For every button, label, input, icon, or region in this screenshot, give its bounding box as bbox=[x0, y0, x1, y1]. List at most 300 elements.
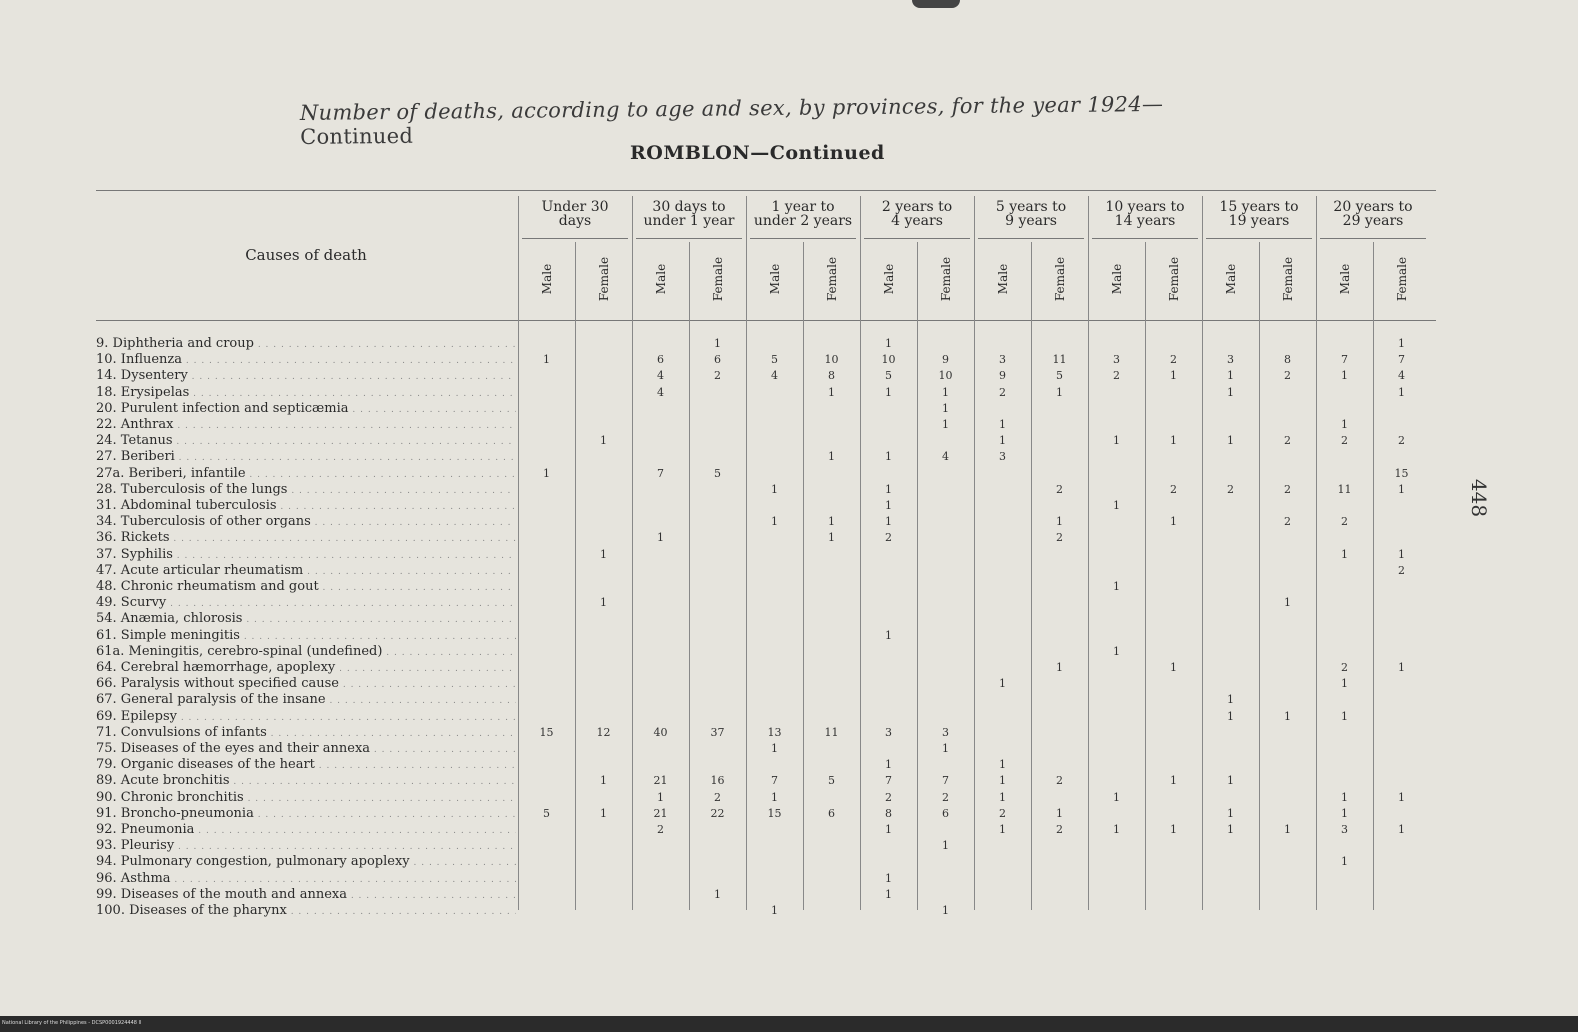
death-count-cell bbox=[1259, 579, 1316, 595]
death-count-cell bbox=[632, 692, 689, 708]
death-count-cell bbox=[1145, 709, 1202, 725]
table-row bbox=[96, 628, 1446, 644]
death-count-cell bbox=[860, 838, 917, 854]
death-count-cell: 1 bbox=[714, 337, 721, 350]
death-count-cell bbox=[974, 595, 1031, 611]
death-count-cell bbox=[575, 871, 632, 887]
death-count-cell: 2 bbox=[1284, 369, 1291, 383]
death-count-cell bbox=[1145, 887, 1202, 903]
death-count-cell bbox=[1145, 401, 1202, 417]
death-count-cell bbox=[803, 611, 860, 627]
death-count-cell bbox=[1031, 498, 1088, 514]
death-count-cell bbox=[746, 547, 803, 563]
death-count-cell: 1 bbox=[999, 774, 1006, 788]
cause-of-death: 37. Syphilis . . . bbox=[96, 547, 516, 563]
death-count-cell: 1 bbox=[828, 450, 835, 464]
age-group-line2: 19 years bbox=[1228, 213, 1290, 229]
death-count-cell: 1 bbox=[657, 790, 664, 804]
death-count-cell bbox=[860, 644, 917, 660]
death-count-cell bbox=[1145, 336, 1202, 352]
death-count-cell: 2 bbox=[1341, 661, 1348, 674]
death-count-cell bbox=[746, 595, 803, 611]
death-count-cell: 6 bbox=[828, 806, 835, 820]
death-count-cell bbox=[860, 466, 917, 482]
death-count-cell bbox=[518, 773, 575, 789]
death-count-cell bbox=[1202, 757, 1259, 773]
death-count-cell bbox=[803, 336, 860, 352]
death-count-cell bbox=[1145, 871, 1202, 887]
death-count-cell bbox=[1031, 417, 1088, 433]
death-count-cell bbox=[974, 854, 1031, 870]
death-count-cell bbox=[632, 336, 689, 352]
death-count-cell bbox=[1145, 725, 1202, 741]
age-group-line2: 29 years bbox=[1342, 213, 1404, 229]
table-row bbox=[96, 871, 1446, 887]
death-count-cell bbox=[1316, 579, 1373, 595]
death-count-cell bbox=[1088, 595, 1145, 611]
male-column-header: Male bbox=[1337, 263, 1352, 295]
age-group-rule bbox=[1092, 238, 1198, 239]
death-count-cell bbox=[1145, 838, 1202, 854]
death-count-cell: 1 bbox=[1113, 499, 1120, 512]
death-count-cell bbox=[1145, 611, 1202, 627]
death-count-cell bbox=[1088, 757, 1145, 773]
death-count-cell bbox=[803, 741, 860, 757]
death-count-cell: 1 bbox=[771, 904, 778, 917]
death-count-cell bbox=[1088, 660, 1145, 676]
death-count-cell: 3 bbox=[1113, 353, 1120, 367]
death-count-cell bbox=[917, 482, 974, 498]
death-count-cell: 1 bbox=[1284, 709, 1291, 723]
death-count-cell bbox=[803, 433, 860, 449]
death-count-cell bbox=[518, 401, 575, 417]
death-count-cell bbox=[1145, 579, 1202, 595]
death-count-cell: 1 bbox=[600, 547, 607, 561]
death-count-cell bbox=[575, 757, 632, 773]
death-count-cell bbox=[746, 854, 803, 870]
death-count-cell bbox=[1031, 449, 1088, 465]
death-count-cell: 1 bbox=[999, 434, 1006, 448]
death-count-cell bbox=[917, 563, 974, 579]
death-count-cell: 1 bbox=[1113, 580, 1120, 593]
death-count-cell: 1 bbox=[1227, 434, 1234, 448]
death-count-cell bbox=[518, 628, 575, 644]
death-count-cell: 1 bbox=[714, 887, 721, 901]
death-count-cell: 11 bbox=[1337, 482, 1352, 496]
table-row bbox=[96, 806, 1446, 822]
death-count-cell bbox=[1145, 741, 1202, 757]
death-count-cell: 1 bbox=[942, 401, 949, 415]
death-count-cell bbox=[575, 790, 632, 806]
table-row bbox=[96, 563, 1446, 579]
death-count-cell bbox=[1145, 547, 1202, 563]
death-count-cell bbox=[689, 482, 746, 498]
death-count-cell bbox=[974, 482, 1031, 498]
death-count-cell: 1 bbox=[1170, 515, 1177, 529]
death-count-cell: 2 bbox=[714, 369, 721, 383]
death-count-cell bbox=[1202, 838, 1259, 854]
death-count-cell: 1 bbox=[1227, 806, 1234, 820]
death-count-cell bbox=[746, 336, 803, 352]
death-count-cell: 2 bbox=[1341, 515, 1348, 529]
death-count-cell bbox=[1316, 385, 1373, 401]
death-count-cell bbox=[689, 628, 746, 644]
cause-of-death: 27. Beriberi . . . bbox=[96, 449, 516, 465]
death-count-cell bbox=[917, 514, 974, 530]
death-count-cell bbox=[1088, 725, 1145, 741]
male-column-header: Male bbox=[539, 263, 554, 295]
cause-of-death: 10. Influenza . . . bbox=[96, 352, 516, 368]
table-row bbox=[96, 466, 1446, 482]
death-count-cell bbox=[746, 385, 803, 401]
age-group-line2: days bbox=[558, 213, 592, 229]
death-count-cell bbox=[518, 871, 575, 887]
death-count-cell bbox=[1259, 466, 1316, 482]
death-count-cell: 1 bbox=[999, 823, 1006, 836]
death-count-cell bbox=[1259, 773, 1316, 789]
death-count-cell bbox=[518, 498, 575, 514]
death-count-cell bbox=[689, 498, 746, 514]
death-count-cell: 1 bbox=[1227, 709, 1234, 723]
death-count-cell: 1 bbox=[600, 596, 607, 610]
age-group-line2: under 2 years bbox=[753, 213, 853, 229]
death-count-cell: 1 bbox=[1341, 790, 1348, 804]
death-count-cell bbox=[1259, 449, 1316, 465]
age-group-label bbox=[518, 200, 632, 228]
death-count-cell bbox=[1202, 676, 1259, 692]
death-count-cell: 2 bbox=[1113, 369, 1120, 383]
death-count-cell bbox=[1202, 741, 1259, 757]
death-count-cell bbox=[518, 903, 575, 919]
death-count-cell bbox=[803, 595, 860, 611]
death-count-cell bbox=[689, 838, 746, 854]
death-count-cell bbox=[632, 887, 689, 903]
death-count-cell bbox=[917, 433, 974, 449]
death-count-cell bbox=[917, 757, 974, 773]
death-count-cell: 7 bbox=[1398, 353, 1405, 367]
death-count-cell bbox=[1373, 903, 1430, 919]
death-count-cell: 15 bbox=[539, 725, 554, 739]
death-count-cell bbox=[518, 482, 575, 498]
death-count-cell: 1 bbox=[1398, 823, 1405, 836]
death-count-cell bbox=[518, 595, 575, 611]
table-row bbox=[96, 579, 1446, 595]
death-count-cell bbox=[575, 563, 632, 579]
death-count-cell: 10 bbox=[824, 353, 839, 367]
death-count-cell bbox=[1316, 757, 1373, 773]
age-group-label bbox=[1202, 200, 1316, 228]
death-count-cell bbox=[632, 482, 689, 498]
death-count-cell bbox=[1316, 498, 1373, 514]
death-count-cell: 1 bbox=[543, 353, 550, 367]
death-count-cell bbox=[575, 417, 632, 433]
death-count-cell: 6 bbox=[657, 353, 664, 367]
death-count-cell bbox=[974, 644, 1031, 660]
death-count-cell: 8 bbox=[828, 369, 835, 383]
death-count-cell bbox=[518, 822, 575, 838]
age-group-rule bbox=[522, 238, 628, 239]
death-count-cell bbox=[1373, 741, 1430, 757]
death-count-cell bbox=[518, 417, 575, 433]
death-count-cell bbox=[803, 417, 860, 433]
death-count-cell: 1 bbox=[999, 677, 1006, 691]
death-count-cell bbox=[689, 692, 746, 708]
death-count-cell: 2 bbox=[885, 531, 892, 545]
death-count-cell: 1 bbox=[1170, 434, 1177, 448]
death-count-cell: 3 bbox=[942, 725, 949, 739]
death-count-cell bbox=[518, 838, 575, 854]
death-count-cell bbox=[1031, 790, 1088, 806]
death-count-cell bbox=[1145, 790, 1202, 806]
death-count-cell bbox=[632, 741, 689, 757]
death-count-cell bbox=[575, 676, 632, 692]
death-count-cell bbox=[518, 385, 575, 401]
death-count-cell: 1 bbox=[885, 337, 892, 350]
age-group-label bbox=[746, 200, 860, 228]
death-count-cell bbox=[632, 449, 689, 465]
death-count-cell: 2 bbox=[942, 790, 949, 804]
age-group-line1: 15 years to bbox=[1219, 199, 1299, 215]
ink-blot bbox=[912, 0, 960, 8]
death-count-cell bbox=[1145, 628, 1202, 644]
death-count-cell: 1 bbox=[942, 742, 949, 755]
death-count-cell: 1 bbox=[1398, 337, 1405, 350]
age-group-rule bbox=[750, 238, 856, 239]
death-count-cell bbox=[575, 579, 632, 595]
death-count-cell bbox=[974, 871, 1031, 887]
death-count-cell: 1 bbox=[1398, 385, 1405, 399]
death-count-cell bbox=[1145, 417, 1202, 433]
death-count-cell: 2 bbox=[1056, 531, 1063, 545]
death-count-cell: 4 bbox=[657, 385, 664, 399]
death-count-cell bbox=[1088, 482, 1145, 498]
age-group-label bbox=[974, 200, 1088, 228]
death-count-cell bbox=[1373, 595, 1430, 611]
cause-of-death: 14. Dysentery . . . bbox=[96, 368, 516, 384]
death-count-cell: 11 bbox=[824, 725, 839, 739]
death-count-cell: 21 bbox=[653, 806, 668, 820]
death-count-cell bbox=[1373, 449, 1430, 465]
death-count-cell: 2 bbox=[1170, 353, 1177, 367]
death-count-cell bbox=[1316, 871, 1373, 887]
death-count-cell bbox=[917, 595, 974, 611]
death-count-cell bbox=[518, 530, 575, 546]
death-count-cell bbox=[575, 498, 632, 514]
death-count-cell bbox=[1088, 709, 1145, 725]
death-count-cell bbox=[1202, 401, 1259, 417]
death-count-cell bbox=[689, 822, 746, 838]
death-count-cell bbox=[1259, 725, 1316, 741]
death-count-cell: 1 bbox=[1170, 774, 1177, 788]
death-count-cell: 1 bbox=[1341, 709, 1348, 723]
death-count-cell bbox=[803, 628, 860, 644]
death-count-cell bbox=[974, 466, 1031, 482]
death-count-cell bbox=[860, 595, 917, 611]
death-count-cell bbox=[746, 433, 803, 449]
cause-of-death: 27a. Beriberi, infantile . . . bbox=[96, 466, 516, 482]
death-count-cell bbox=[917, 547, 974, 563]
cause-of-death: 61. Simple meningitis . . . bbox=[96, 628, 516, 644]
death-count-cell bbox=[1202, 611, 1259, 627]
death-count-cell: 5 bbox=[1056, 369, 1063, 383]
death-count-cell bbox=[860, 903, 917, 919]
death-count-cell bbox=[1145, 385, 1202, 401]
death-count-cell bbox=[1373, 579, 1430, 595]
death-count-cell: 1 bbox=[1398, 482, 1405, 496]
table-row bbox=[96, 741, 1446, 757]
death-count-cell: 1 bbox=[771, 515, 778, 529]
age-group-line1: 2 years to bbox=[881, 199, 953, 215]
death-count-cell: 2 bbox=[1398, 434, 1405, 448]
death-count-cell bbox=[974, 660, 1031, 676]
death-count-cell bbox=[803, 498, 860, 514]
table-row bbox=[96, 514, 1446, 530]
death-count-cell: 1 bbox=[1398, 547, 1405, 561]
death-count-cell bbox=[518, 579, 575, 595]
death-count-cell: 1 bbox=[942, 839, 949, 853]
death-count-cell bbox=[632, 611, 689, 627]
death-count-cell: 1 bbox=[1227, 774, 1234, 788]
age-group-line1: 30 days to bbox=[652, 199, 726, 215]
death-count-cell bbox=[1031, 887, 1088, 903]
cause-of-death: 31. Abdominal tuberculosis . . . bbox=[96, 498, 516, 514]
age-group-label bbox=[1088, 200, 1202, 228]
death-count-cell: 1 bbox=[1227, 385, 1234, 399]
death-count-cell: 1 bbox=[885, 628, 892, 642]
cause-of-death: 96. Asthma . . . bbox=[96, 871, 516, 887]
death-count-cell bbox=[917, 709, 974, 725]
death-count-cell bbox=[1316, 741, 1373, 757]
death-count-cell bbox=[860, 433, 917, 449]
death-count-cell: 5 bbox=[828, 774, 835, 788]
death-count-cell bbox=[1088, 547, 1145, 563]
death-count-cell bbox=[1145, 563, 1202, 579]
death-count-cell: 6 bbox=[714, 353, 721, 367]
death-count-cell bbox=[1259, 838, 1316, 854]
death-count-cell: 1 bbox=[1056, 515, 1063, 529]
death-count-cell bbox=[1202, 628, 1259, 644]
death-count-cell bbox=[1316, 644, 1373, 660]
death-count-cell bbox=[518, 368, 575, 384]
death-count-cell bbox=[575, 514, 632, 530]
death-count-cell bbox=[1259, 417, 1316, 433]
death-count-cell: 21 bbox=[653, 774, 668, 788]
cause-of-death: 67. General paralysis of the insane . . . bbox=[96, 692, 516, 708]
table-row bbox=[96, 433, 1446, 449]
cause-of-death: 47. Acute articular rheumatism . . . bbox=[96, 563, 516, 579]
death-count-cell: 4 bbox=[942, 450, 949, 464]
death-count-cell bbox=[632, 547, 689, 563]
death-count-cell bbox=[689, 903, 746, 919]
death-count-cell bbox=[518, 611, 575, 627]
death-count-cell bbox=[974, 498, 1031, 514]
death-count-cell bbox=[746, 563, 803, 579]
death-count-cell bbox=[1145, 692, 1202, 708]
death-count-cell bbox=[860, 579, 917, 595]
death-count-cell bbox=[575, 628, 632, 644]
death-count-cell bbox=[1259, 887, 1316, 903]
death-count-cell bbox=[1145, 806, 1202, 822]
age-group-label bbox=[632, 200, 746, 228]
table-row bbox=[96, 530, 1446, 546]
death-count-cell bbox=[575, 530, 632, 546]
death-count-cell bbox=[1373, 417, 1430, 433]
death-count-cell bbox=[1202, 466, 1259, 482]
death-count-cell bbox=[1373, 676, 1430, 692]
death-count-cell bbox=[1259, 401, 1316, 417]
male-column-header: Male bbox=[767, 263, 782, 295]
death-count-cell bbox=[1145, 854, 1202, 870]
cause-of-death: 100. Diseases of the pharynx . . . bbox=[96, 903, 516, 919]
death-count-cell bbox=[803, 579, 860, 595]
table-row bbox=[96, 692, 1446, 708]
death-count-cell bbox=[632, 838, 689, 854]
death-count-cell: 3 bbox=[1341, 823, 1348, 836]
death-count-cell bbox=[803, 887, 860, 903]
death-count-cell bbox=[518, 790, 575, 806]
death-count-cell: 1 bbox=[1341, 855, 1348, 869]
death-count-cell: 5 bbox=[543, 806, 550, 820]
death-count-cell bbox=[1031, 336, 1088, 352]
death-count-cell bbox=[575, 887, 632, 903]
death-count-cell bbox=[974, 887, 1031, 903]
death-count-cell bbox=[803, 692, 860, 708]
death-count-cell bbox=[632, 660, 689, 676]
death-count-cell bbox=[1316, 773, 1373, 789]
death-count-cell: 1 bbox=[657, 531, 664, 545]
age-group-rule bbox=[1320, 238, 1426, 239]
death-count-cell bbox=[518, 336, 575, 352]
death-count-cell bbox=[1145, 595, 1202, 611]
death-count-cell bbox=[917, 579, 974, 595]
table-row bbox=[96, 757, 1446, 773]
age-group-line2: under 1 year bbox=[643, 213, 735, 229]
death-count-cell bbox=[1088, 741, 1145, 757]
cause-of-death: 18. Erysipelas . . . bbox=[96, 385, 516, 401]
death-count-cell bbox=[1031, 903, 1088, 919]
death-count-cell bbox=[1145, 498, 1202, 514]
death-count-cell: 1 bbox=[600, 806, 607, 820]
death-count-cell: 2 bbox=[1170, 482, 1177, 496]
table-row bbox=[96, 368, 1446, 384]
death-count-cell bbox=[803, 482, 860, 498]
death-count-cell: 1 bbox=[885, 385, 892, 399]
death-count-cell: 9 bbox=[942, 353, 949, 367]
death-count-cell: 1 bbox=[1113, 434, 1120, 448]
death-count-cell: 1 bbox=[942, 385, 949, 399]
death-count-cell bbox=[689, 514, 746, 530]
death-count-cell bbox=[746, 401, 803, 417]
death-count-cell: 7 bbox=[1341, 353, 1348, 367]
male-column-header: Male bbox=[1223, 263, 1238, 295]
death-count-cell bbox=[518, 433, 575, 449]
death-count-cell bbox=[1202, 660, 1259, 676]
death-count-cell: 6 bbox=[942, 806, 949, 820]
death-count-cell bbox=[689, 579, 746, 595]
death-count-cell bbox=[1202, 871, 1259, 887]
death-count-cell bbox=[1259, 854, 1316, 870]
death-count-cell: 1 bbox=[1170, 661, 1177, 674]
death-count-cell bbox=[974, 530, 1031, 546]
death-count-cell bbox=[1031, 466, 1088, 482]
death-count-cell bbox=[803, 790, 860, 806]
death-count-cell bbox=[1373, 530, 1430, 546]
death-count-cell bbox=[689, 385, 746, 401]
table-row bbox=[96, 709, 1446, 725]
death-count-cell bbox=[1259, 385, 1316, 401]
death-count-cell bbox=[746, 838, 803, 854]
death-count-cell bbox=[1259, 757, 1316, 773]
